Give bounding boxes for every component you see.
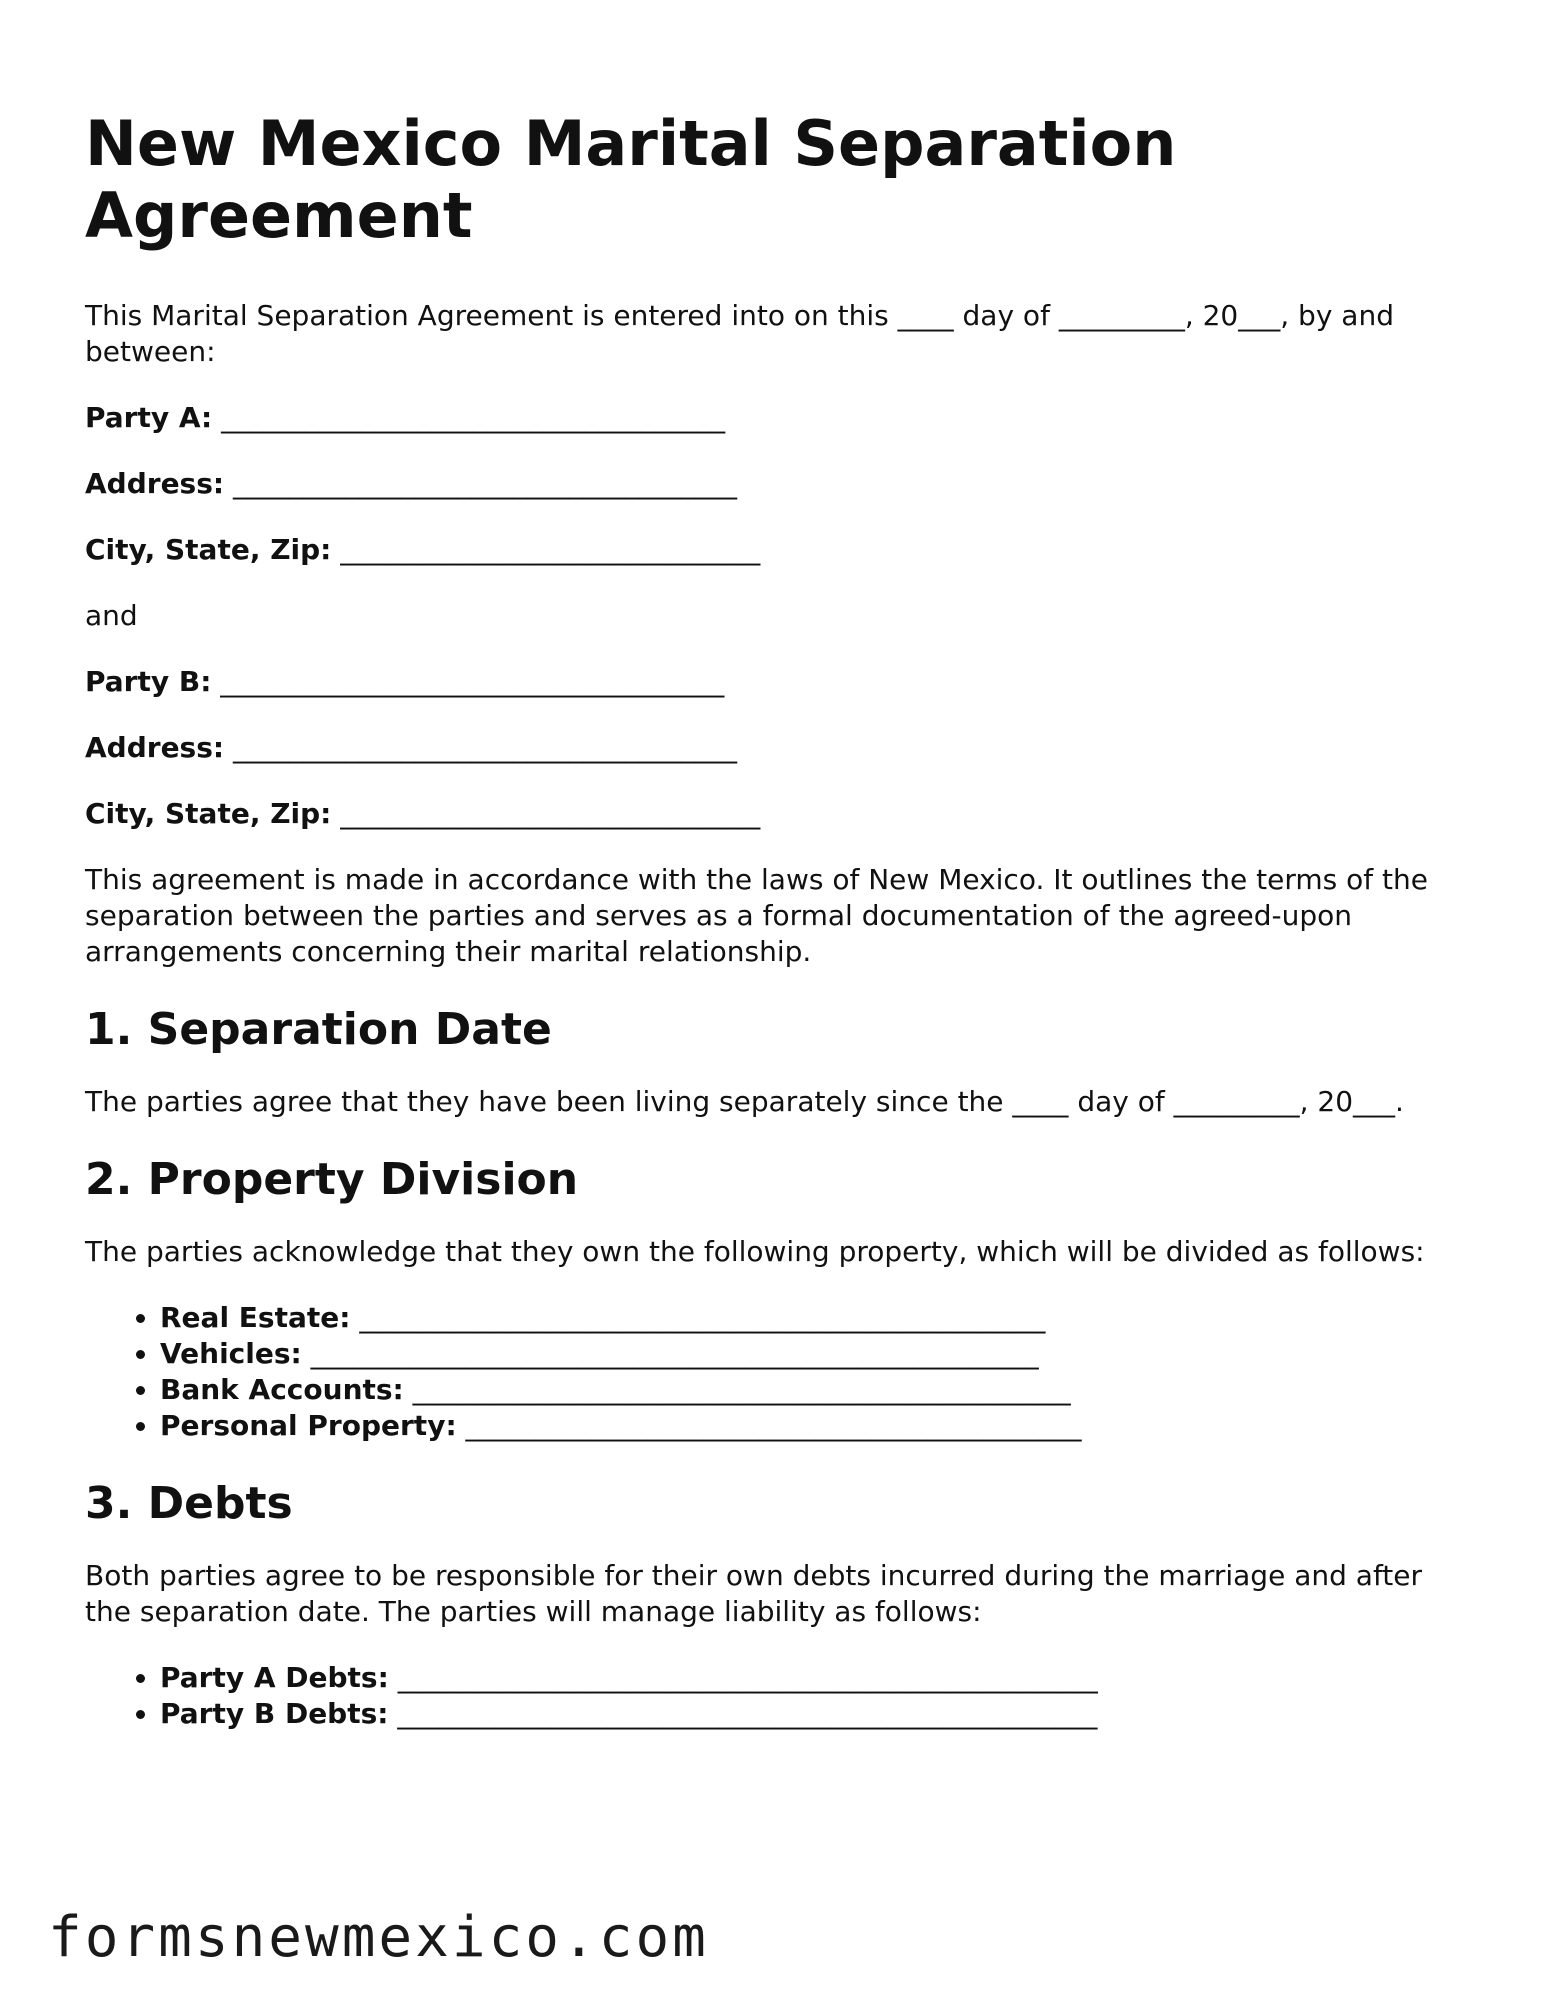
personal-property-line[interactable]: ____________________________________________	[456, 1409, 1082, 1442]
site-watermark: formsnewmexico.com	[48, 1905, 709, 1970]
section-2-heading: 2. Property Division	[85, 1154, 579, 1205]
section-2-text: The parties acknowledge that they own the following property, which will be divided as follows:	[85, 1235, 1425, 1268]
bank-accounts-label: Bank Accounts:	[160, 1373, 404, 1406]
party-a-address-label: Address:	[85, 467, 225, 500]
section-1-text: The parties agree that they have been living separately since the ____ day of _________, 20___.	[85, 1085, 1404, 1118]
section-3-heading: 3. Debts	[85, 1478, 293, 1529]
real-estate-label: Real Estate:	[160, 1301, 351, 1334]
party-b-name-field	[85, 664, 1465, 700]
section-1-heading: 1. Separation Date	[85, 1004, 552, 1055]
party-a-address-line[interactable]: ____________________________________	[224, 467, 737, 500]
party-a-debts-line[interactable]: __________________________________________________	[388, 1661, 1098, 1694]
party-a-city-field	[85, 532, 1465, 568]
party-b-name-label: Party B:	[85, 665, 212, 698]
party-b-city-line[interactable]: ______________________________	[331, 797, 761, 830]
list-item	[160, 1372, 1465, 1408]
document-page	[85, 108, 1465, 1732]
party-b-address-line[interactable]: ____________________________________	[224, 731, 737, 764]
party-b-address-label: Address:	[85, 731, 225, 764]
party-b-city-label: City, State, Zip:	[85, 797, 332, 830]
debts-list	[85, 1660, 1465, 1732]
property-list	[85, 1300, 1465, 1444]
intro-paragraph: This Marital Separation Agreement is entered into on this ____ day of _________, 20___, by and between:	[85, 299, 1394, 368]
bank-accounts-line[interactable]: _______________________________________________	[403, 1373, 1071, 1406]
list-item	[160, 1300, 1465, 1336]
party-b-address-field	[85, 730, 1465, 766]
document-title: New Mexico Marital Separation Agreement	[85, 107, 1177, 252]
list-item	[160, 1660, 1465, 1696]
section-3-text: Both parties agree to be responsible for their own debts incurred during the marriage and after the separation date. The parties will manage liability as follows:	[85, 1559, 1423, 1628]
purpose-paragraph: This agreement is made in accordance with the laws of New Mexico. It outlines the terms of the separation between the parties and serves as a formal documentation of the agreed-upon arrangements concerning their marital relationship.	[85, 863, 1428, 968]
vehicles-label: Vehicles:	[160, 1337, 302, 1370]
party-a-debts-label: Party A Debts:	[160, 1661, 389, 1694]
personal-property-label: Personal Property:	[160, 1409, 457, 1442]
party-b-city-field	[85, 796, 1465, 832]
party-a-name-label: Party A:	[85, 401, 213, 434]
party-b-name-line[interactable]: ____________________________________	[211, 665, 725, 698]
list-item	[160, 1696, 1465, 1732]
party-a-name-line[interactable]: ____________________________________	[212, 401, 726, 434]
party-a-city-line[interactable]: ______________________________	[331, 533, 761, 566]
list-item	[160, 1408, 1465, 1444]
and-text: and	[85, 599, 138, 632]
party-a-city-label: City, State, Zip:	[85, 533, 332, 566]
party-b-debts-label: Party B Debts:	[160, 1697, 389, 1730]
party-a-address-field	[85, 466, 1465, 502]
real-estate-line[interactable]: _________________________________________________	[350, 1301, 1046, 1334]
party-a-name-field	[85, 400, 1465, 436]
vehicles-line[interactable]: ____________________________________________________	[301, 1337, 1039, 1370]
party-b-debts-line[interactable]: __________________________________________________	[388, 1697, 1098, 1730]
list-item	[160, 1336, 1465, 1372]
